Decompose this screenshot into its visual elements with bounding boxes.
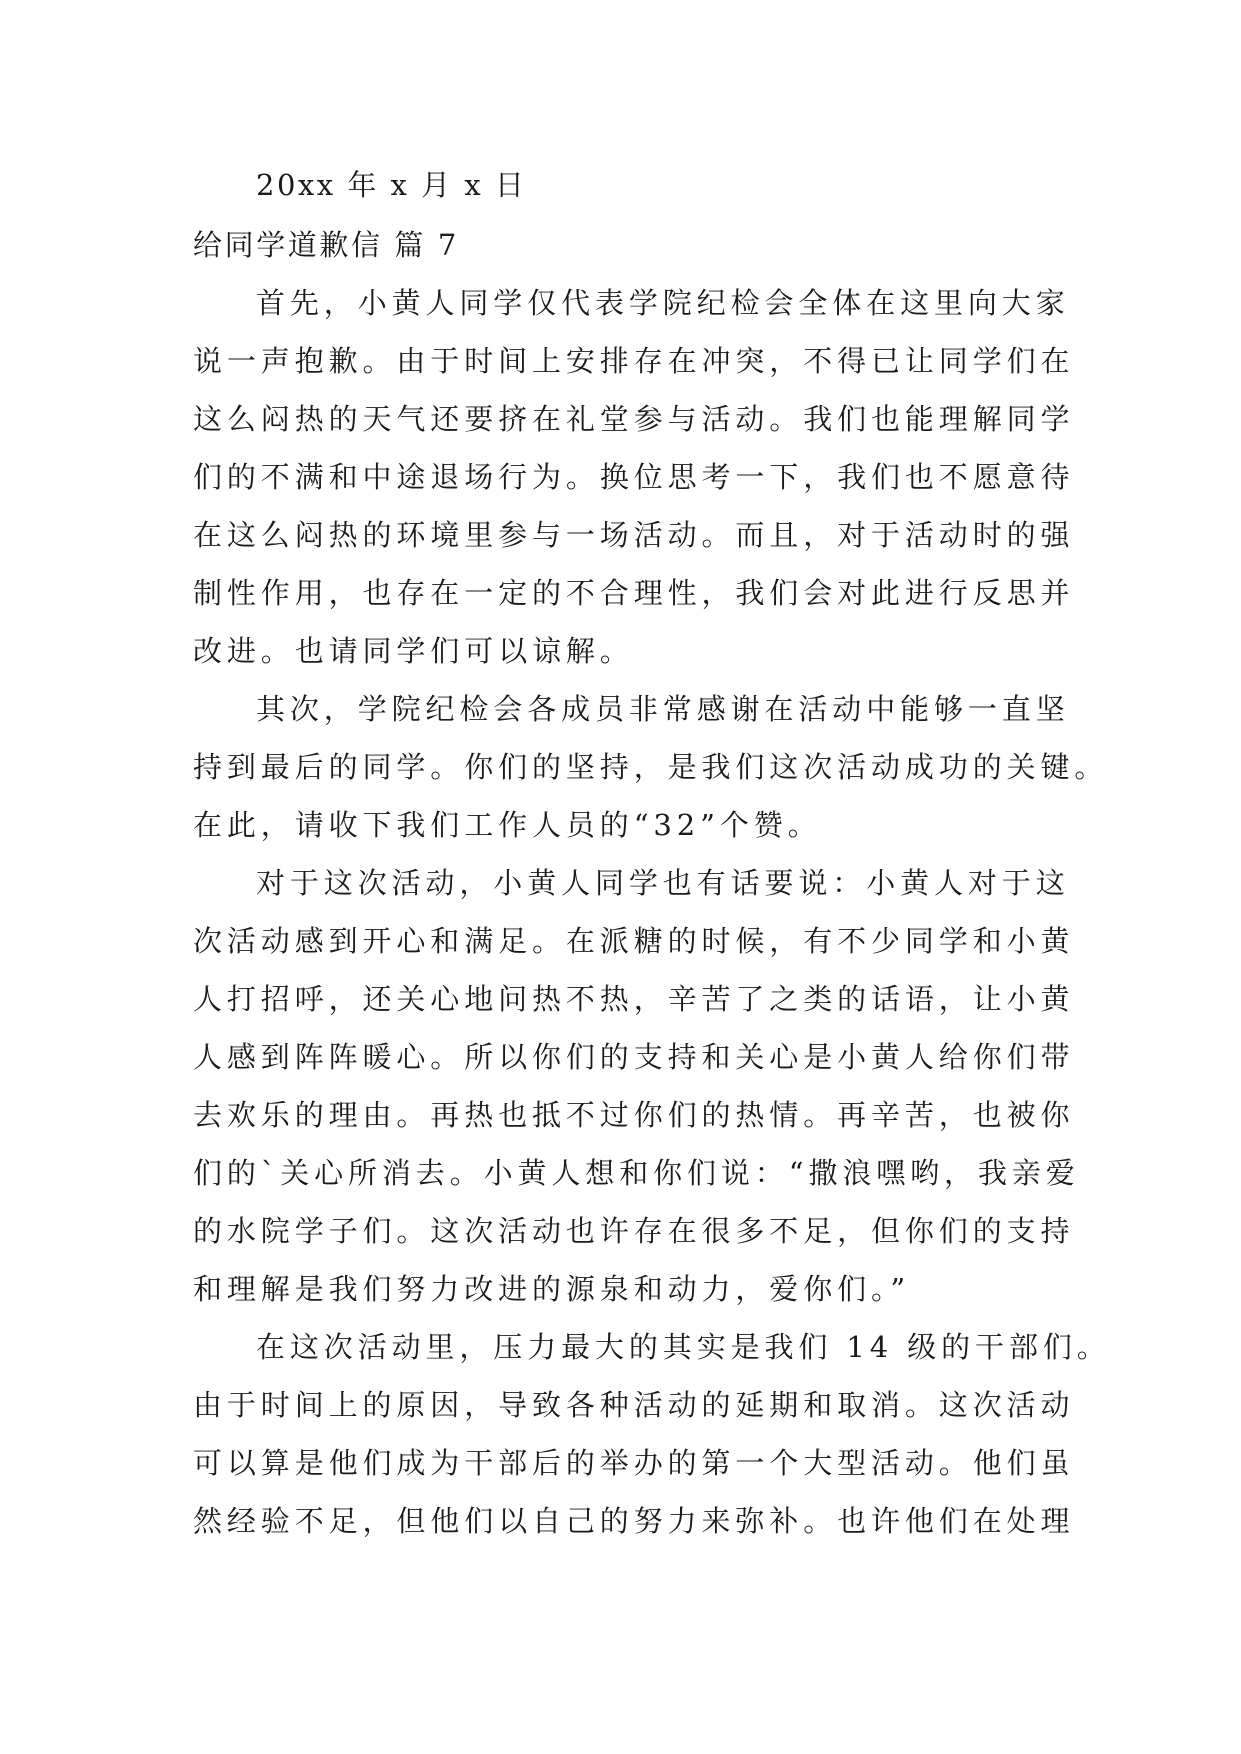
paragraph-line: 人打招呼，还关心地问热不热，辛苦了之类的话语，让小黄 xyxy=(193,982,1075,1016)
paragraph-line: 可以算是他们成为干部后的举办的第一个大型活动。他们虽 xyxy=(193,1446,1075,1480)
paragraph-line: 持到最后的同学。你们的坚持，是我们这次活动成功的关键。 xyxy=(193,750,1109,784)
paragraph-line: 们的不满和中途退场行为。换位思考一下，我们也不愿意待 xyxy=(193,460,1075,494)
paragraph-line: 对于这次活动，小黄人同学也有话要说：小黄人对于这 xyxy=(256,866,1070,900)
paragraph-line: 们的`关心所消去。小黄人想和你们说：“撒浪嘿哟，我亲爱 xyxy=(193,1156,1080,1190)
paragraph-line: 然经验不足，但他们以自己的努力来弥补。也许他们在处理 xyxy=(193,1504,1075,1538)
date-line: 20xx 年 x 月 x 日 xyxy=(256,168,527,202)
paragraph-line: 在此，请收下我们工作人员的“32”个赞。 xyxy=(193,808,822,842)
paragraph-line: 在这次活动里，压力最大的其实是我们 14 级的干部们。 xyxy=(256,1330,1111,1364)
paragraph-line: 和理解是我们努力改进的源泉和动力，爱你们。” xyxy=(193,1272,911,1306)
paragraph-line: 人感到阵阵暖心。所以你们的支持和关心是小黄人给你们带 xyxy=(193,1040,1075,1074)
paragraph-line: 说一声抱歉。由于时间上安排存在冲突，不得已让同学们在 xyxy=(193,344,1075,378)
paragraph-line: 由于时间上的原因，导致各种活动的延期和取消。这次活动 xyxy=(193,1388,1075,1422)
letter-heading: 给同学道歉信 篇 7 xyxy=(193,228,459,262)
paragraph-line: 这么闷热的天气还要挤在礼堂参与活动。我们也能理解同学 xyxy=(193,402,1075,436)
paragraph-line: 次活动感到开心和满足。在派糖的时候，有不少同学和小黄 xyxy=(193,924,1075,958)
paragraph-line: 去欢乐的理由。再热也抵不过你们的热情。再辛苦，也被你 xyxy=(193,1098,1075,1132)
paragraph-line: 首先，小黄人同学仅代表学院纪检会全体在这里向大家 xyxy=(256,286,1070,320)
paragraph-line: 改进。也请同学们可以谅解。 xyxy=(193,634,634,668)
paragraph-line: 的水院学子们。这次活动也许存在很多不足，但你们的支持 xyxy=(193,1214,1075,1248)
paragraph-line: 在这么闷热的环境里参与一场活动。而且，对于活动时的强 xyxy=(193,518,1075,552)
paragraph-line: 其次，学院纪检会各成员非常感谢在活动中能够一直坚 xyxy=(256,692,1070,726)
paragraph-line: 制性作用，也存在一定的不合理性，我们会对此进行反思并 xyxy=(193,576,1075,610)
